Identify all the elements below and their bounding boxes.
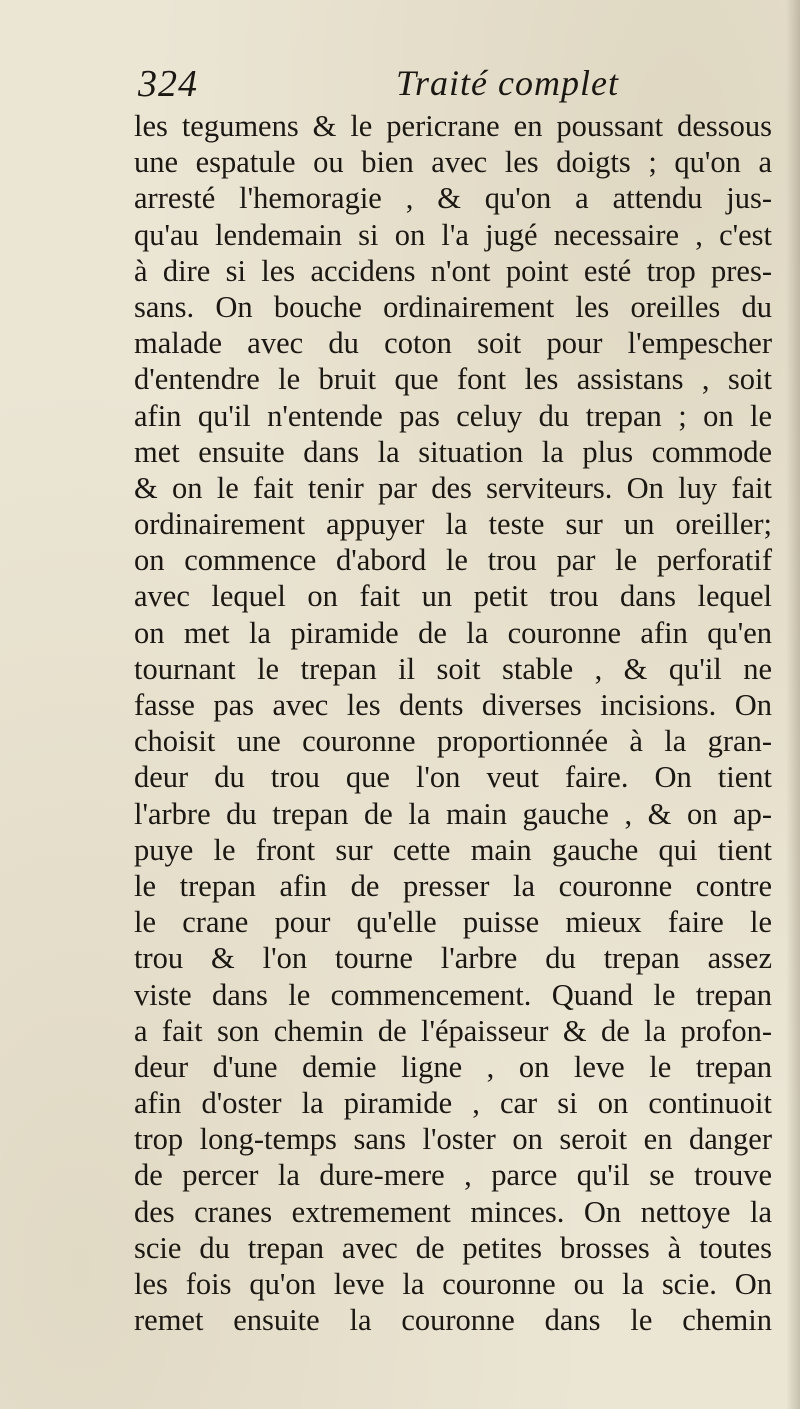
text-line: à dire si les accidens n'ont point esté trop pres- [134, 253, 772, 288]
text-line: trop long-temps sans l'oster on seroit en danger [134, 1122, 772, 1157]
text-line: deur du trou que l'on veut faire. On tient [134, 760, 772, 795]
text-line: les tegumens & le pericrane en poussant dessous [134, 109, 772, 143]
text-line: on commence d'abord le trou par le perforatif [134, 543, 772, 578]
text-line: l'arbre du trepan de la main gauche , & on ap- [134, 796, 772, 831]
text-line: deur d'une demie ligne , on leve le trepan [134, 1049, 772, 1084]
text-line: puye le front sur cette main gauche qui tient [134, 832, 772, 867]
text-line: trou & l'on tourne l'arbre du trepan assez [134, 941, 772, 976]
text-line: des cranes extremement minces. On nettoye la [134, 1194, 772, 1229]
text-line: le crane pour qu'elle puisse mieux faire le [134, 905, 772, 940]
text-line: sans. On bouche ordinairement les oreilles du [134, 289, 772, 324]
page-number: 324 [138, 63, 198, 105]
text-line: met ensuite dans la situation la plus commode [134, 434, 772, 469]
text-line: fasse pas avec les dents diverses incisions. On [134, 688, 772, 722]
text-line: remet ensuite la couronne dans le chemin [134, 1303, 772, 1338]
text-line: les fois qu'on leve la couronne ou la scie. On [134, 1267, 772, 1301]
text-line: qu'au lendemain si on l'a jugé necessaire , c'est [134, 217, 772, 252]
running-title: Traité complet [396, 63, 619, 103]
text-line: & on le fait tenir par des serviteurs. On luy fait [134, 470, 772, 505]
text-line: une espatule ou bien avec les doigts ; qu'on a [134, 145, 772, 180]
text-line: d'entendre le bruit que font les assistans , soit [134, 362, 772, 397]
text-line: malade avec du coton soit pour l'empescher [134, 326, 772, 361]
text-line: scie du trepan avec de petites brosses à toutes [134, 1230, 772, 1265]
text-line: arresté l'hemoragie , & qu'on a attendu jus- [134, 181, 772, 216]
page-edge-shadow [786, 0, 800, 1409]
text-line: ordinairement appuyer la teste sur un oreiller; [134, 507, 772, 542]
text-line: a fait son chemin de l'épaisseur & de la profon- [134, 1013, 772, 1048]
body-text [134, 108, 772, 1338]
text-line: afin qu'il n'entende pas celuy du trepan ; on le [134, 398, 772, 433]
text-line: de percer la dure-mere , parce qu'il se trouve [134, 1158, 772, 1193]
text-line: viste dans le commencement. Quand le trepan [134, 977, 772, 1012]
text-line: avec lequel on fait un petit trou dans lequel [134, 579, 772, 614]
running-head [0, 62, 800, 112]
text-line: afin d'oster la piramide , car si on continuoit [134, 1086, 772, 1121]
text-line: choisit une couronne proportionnée à la gran- [134, 724, 772, 759]
text-line: on met la piramide de la couronne afin qu'en [134, 615, 772, 650]
text-line: tournant le trepan il soit stable , & qu'il ne [134, 651, 772, 686]
text-line: le trepan afin de presser la couronne contre [134, 868, 772, 903]
